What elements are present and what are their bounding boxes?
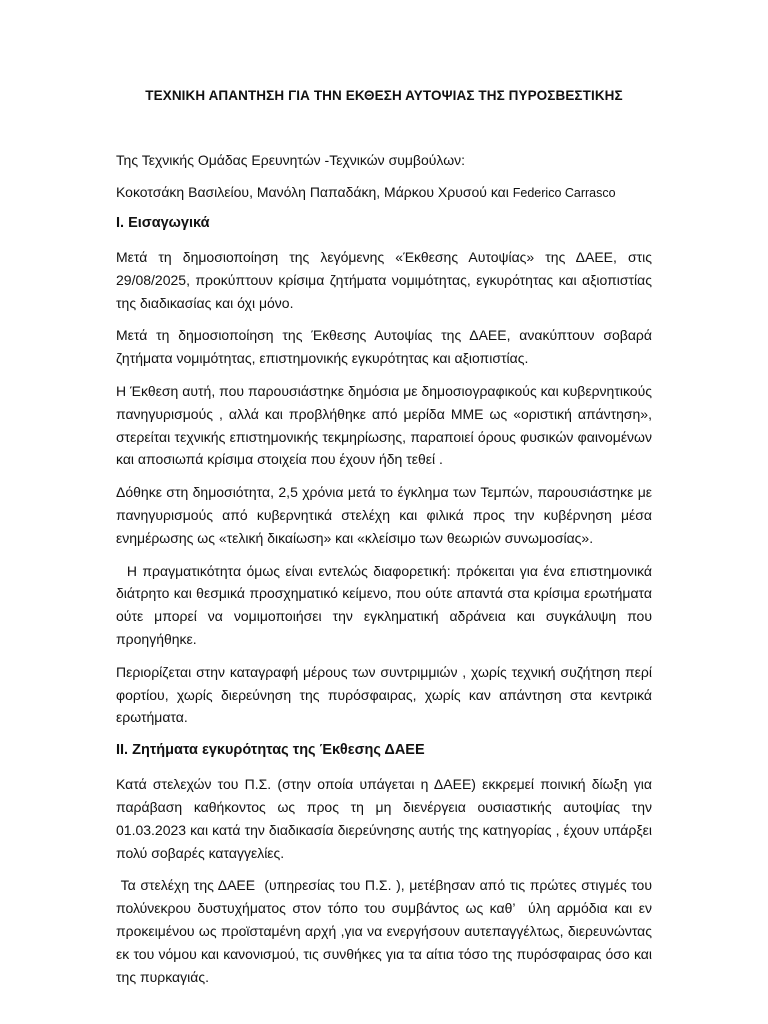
authors-names: Κοκοτσάκη Βασιλείου, Μανόλη Παπαδάκη, Μάρκου Χρυσού και — [116, 184, 509, 200]
paragraph: Η Έκθεση αυτή, που παρουσιάστηκε δημόσια με δημοσιογραφικούς και κυβερνητικούς πανηγυρισμούς , αλλά και προβλήθηκε από μερίδα ΜΜΕ ως «οριστική απάντηση», στερείται τεχνικής επιστημονικής τεκμηρίωσης, παραποιεί όρους φυσικών φαινομένων και αποσιωπά κρίσιμα στοιχεία που έχουν ήδη τεθεί . — [116, 382, 652, 468]
section-2-heading: II. Ζητήματα εγκυρότητας της Έκθεσης ΔΑΕΕ — [116, 742, 425, 759]
authors-extra: Federico Carrasco — [512, 186, 616, 200]
document-body — [116, 149, 660, 998]
paragraph: Τα στελέχη της ΔΑΕΕ (υπηρεσίας του Π.Σ. ), μετέβησαν από τις πρώτες στιγμές του πολύνεκρου δυστυχήματος στον τόπο του συμβάντος ως καθ’ ύλη αρμόδια και εν προκειμένου ως προϊσταμένη αρχή ,για να ενεργήσουν αυτεπαγγέλτως, διερευνώντας εκ του νόμου και κανονισμού, τις συνθήκες για τα αίτια τόσο της πυρόσφαιρας όσο και της πυρκαγιάς. — [116, 877, 660, 985]
paragraph: Μετά τη δημοσιοποίηση της λεγόμενης «Έκθεσης Αυτοψίας» της ΔΑΕΕ, στις 29/08/2025, προκύπτουν κρίσιμα ζητήματα νομιμότητας, εγκυρότητας και αξιοπιστίας της διαδικασίας και όχι μόνο. — [116, 249, 652, 311]
authors-line — [116, 181, 652, 204]
paragraph: Περιορίζεται στην καταγραφή μέρους των συντριμμιών , χωρίς τεχνική συζήτηση περί φορτίου, χωρίς διερεύνηση της πυρόσφαιρας, χωρίς καν απάντηση στα κεντρικά ερωτήματα. — [116, 663, 652, 726]
document-title: ΤΕΧΝΙΚΗ ΑΠΑΝΤΗΣΗ ΓΙΑ ΤΗΝ ΕΚΘΕΣΗ ΑΥΤΟΨΙΑΣ ΤΗΣ ΠΥΡΟΣΒΕΣΤΙΚΗΣ — [145, 88, 623, 103]
authors-intro: Της Τεχνικής Ομάδας Ερευνητών -Τεχνικών συμβούλων: — [116, 152, 466, 168]
paragraph: Δόθηκε στη δημοσιότητα, 2,5 χρόνια μετά το έγκλημα των Τεμπών, παρουσιάστηκε με πανηγυρισμούς από κυβερνητικά στελέχη και φιλικά προς την κυβέρνηση μέσα ενημέρωσης ως «τελική δικαίωση» και «κλείσιμο των θεωριών συνωμοσίας». — [116, 484, 652, 546]
paragraph: Μετά τη δημοσιοποίηση της Έκθεσης Αυτοψίας της ΔΑΕΕ, ανακύπτουν σοβαρά ζητήματα νομιμότητας, επιστημονικής εγκυρότητας και αξιοπιστίας. — [116, 327, 652, 367]
section-1-heading: I. Εισαγωγικά — [116, 215, 210, 231]
paragraph: Η πραγματικότητα όμως είναι εντελώς διαφορετική: πρόκειται για ένα επιστημονικά διάτρητο και θεσμικά προσχηματικό κείμενο, που ούτε απαντά στα κρίσιμα ερωτήματα ούτε μπορεί να νομιμοποιήσει την εγκληματική αδράνεια και συγκάλυψη που προηγήθηκε. — [116, 562, 656, 647]
paragraph: Κατά στελεχών του Π.Σ. (στην οποία υπάγεται η ΔΑΕΕ) εκκρεμεί ποινική δίωξη για παράβαση καθήκοντος ως προς τη μη διενέργεια ουσιαστικής αυτοψίας την 01.03.2023 και κατά την διαδικασία διερεύνησης αυτής της κατηγορίας , έχουν υπάρξει πολύ σοβαρές καταγγελίες. — [116, 776, 652, 861]
